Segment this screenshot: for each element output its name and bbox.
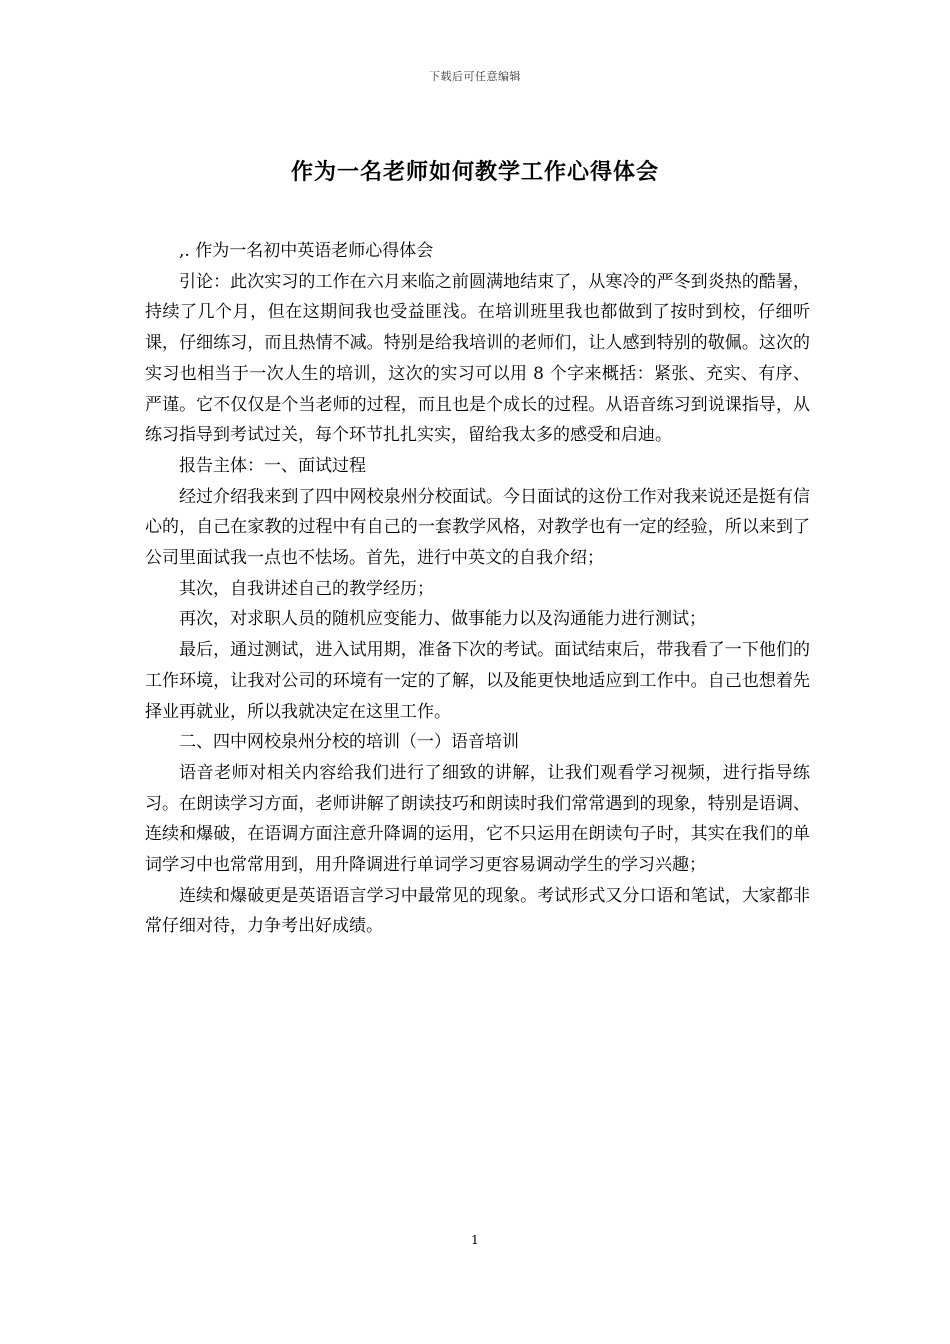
paragraph-section-heading-2: 二、四中网校泉州分校的培训（一）语音培训	[179, 732, 519, 753]
paragraph-subtitle: ,. 作为一名初中英语老师心得体会	[179, 241, 434, 261]
paragraph-introduction: 引论：此次实习的工作在六月来临之前圆满地结束了，从寒冷的严冬到炎热的酷暑，持续了几个月，但在这期间我也受益匪浅。在培训班里我也都做到了按时到校，仔细听课，仔细练习，而且热情不减。特别是给我培训的老师们，让人感到特别的敬佩。这次的实习也相当于一次人生的培训，这次的实习可以用 8 个字来概括：紧张、充实、有序、严谨。它不仅仅是个当老师的过程，而且也是个成长的过程。从语音练习到说课指导，从练习指导到考试过关，每个环节扎扎实实，留给我太多的感受和启迪。	[145, 271, 810, 446]
paragraph-finally: 最后，通过测试，进入试用期，准备下次的考试。面试结束后，带我看了一下他们的工作环境，让我对公司的环境有一定的了解，以及能更快地适应到工作中。自己也想着先择业再就业，所以我就决定在这里工作。	[145, 640, 810, 722]
document-body	[145, 236, 810, 942]
paragraph-interview: 经过介绍我来到了四中网校泉州分校面试。今日面试的这份工作对我来说还是挺有信心的，自己在家教的过程中有自己的一套教学风格，对教学也有一定的经验，所以来到了公司里面试我一点也不怯场。首先，进行中英文的自我介绍；	[145, 486, 810, 569]
document-title: 作为一名老师如何教学工作心得体会	[290, 159, 659, 185]
page-number: 1	[471, 1233, 479, 1247]
header-note: 下载后可任意编辑	[429, 70, 521, 83]
paragraph-secondly: 其次，自我讲述自己的教学经历；	[179, 578, 434, 599]
paragraph-again: 再次，对求职人员的随机应变能力、做事能力以及沟通能力进行测试；	[179, 609, 706, 630]
paragraph-section-heading-1: 报告主体：一、面试过程	[179, 455, 366, 476]
paragraph-liaison: 连续和爆破更是英语语言学习中最常见的现象。考试形式又分口语和笔试，大家都非常仔细对待，力争考出好成绩。	[145, 885, 810, 937]
paragraph-phonetics: 语音老师对相关内容给我们进行了细致的讲解，让我们观看学习视频，进行指导练习。在朗读学习方面，老师讲解了朗读技巧和朗读时我们常常遇到的现象，特别是语调、连续和爆破，在语调方面注意升降调的运用，它不只运用在朗读句子时，其实在我们的单词学习中也常常用到，用升降调进行单词学习更容易调动学生的学习兴趣；	[145, 762, 810, 876]
